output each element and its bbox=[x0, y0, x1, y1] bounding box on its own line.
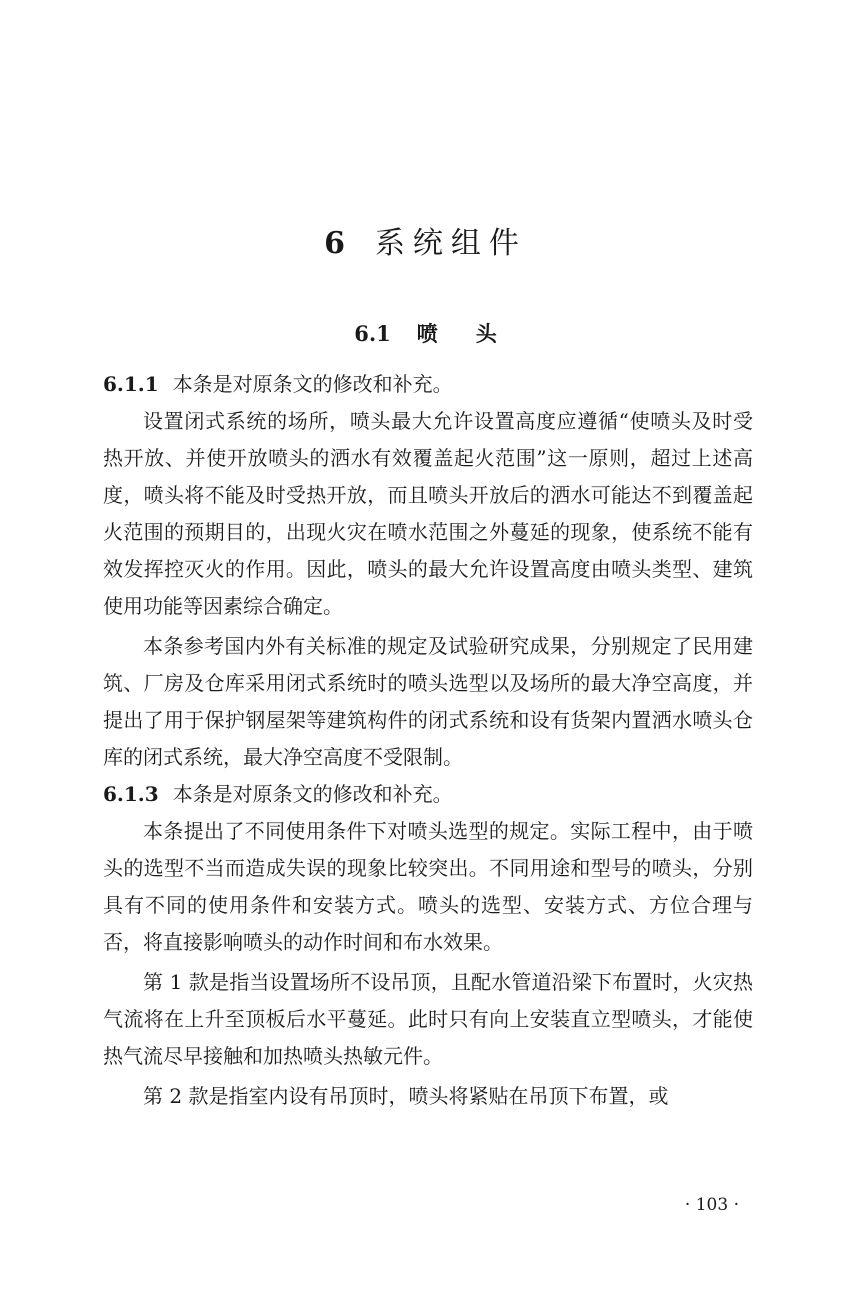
clause-heading-text: 本条是对原条文的修改和补充。 bbox=[172, 782, 453, 806]
section-title-part2: 头 bbox=[475, 321, 497, 346]
section-title-part1: 喷 bbox=[416, 321, 438, 346]
chapter-title bbox=[0, 222, 851, 266]
chapter-title-text: 系统组件 bbox=[374, 226, 527, 261]
paragraph: 设置闭式系统的场所，喷头最大允许设置高度应遵循“使喷头及时受热开放、并使开放喷头的洒水有效覆盖起火范围”这一原则，超过上述高度，喷头将不能及时受热开放，而且喷头开放后的洒水可能达不到覆盖起火范围的预期目的，出现火灾在喷水范围之外蔓延的现象，使系统不能有效发挥控灭火的作用。因此，喷头的最大允许设置高度由喷头类型、建筑使用功能等因素综合确定。 bbox=[103, 409, 753, 618]
paragraph: 第 1 款是指当设置场所不设吊顶，且配水管道沿梁下布置时，火灾热气流将在上升至顶板后水平蔓延。此时只有向上安装直立型喷头，才能使热气流尽早接触和加热喷头热敏元件。 bbox=[103, 970, 753, 1068]
body-text bbox=[103, 366, 753, 1115]
section-title bbox=[0, 318, 851, 350]
page-number: · 103 · bbox=[684, 1195, 739, 1215]
section-number: 6.1 bbox=[354, 321, 391, 346]
clause-heading-text: 本条是对原条文的修改和补充。 bbox=[172, 372, 453, 396]
clause-heading bbox=[103, 366, 753, 403]
clause-heading bbox=[103, 776, 753, 813]
clause-number: 6.1.3 bbox=[103, 782, 159, 806]
clause-number: 6.1.1 bbox=[103, 372, 159, 396]
paragraph: 本条参考国内外有关标准的规定及试验研究成果，分别规定了民用建筑、厂房及仓库采用闭式系统时的喷头选型以及场所的最大净空高度，并提出了用于保护钢屋架等建筑构件的闭式系统和设有货架内置洒水喷头仓库的闭式系统，最大净空高度不受限制。 bbox=[103, 634, 753, 769]
chapter-number: 6 bbox=[324, 226, 353, 261]
paragraph: 本条提出了不同使用条件下对喷头选型的规定。实际工程中，由于喷头的选型不当而造成失误的现象比较突出。不同用途和型号的喷头，分别具有不同的使用条件和安装方式。喷头的选型、安装方式、方位合理与否，将直接影响喷头的动作时间和布水效果。 bbox=[103, 819, 753, 954]
paragraph: 第 2 款是指室内设有吊顶时，喷头将紧贴在吊顶下布置，或 bbox=[143, 1084, 669, 1108]
